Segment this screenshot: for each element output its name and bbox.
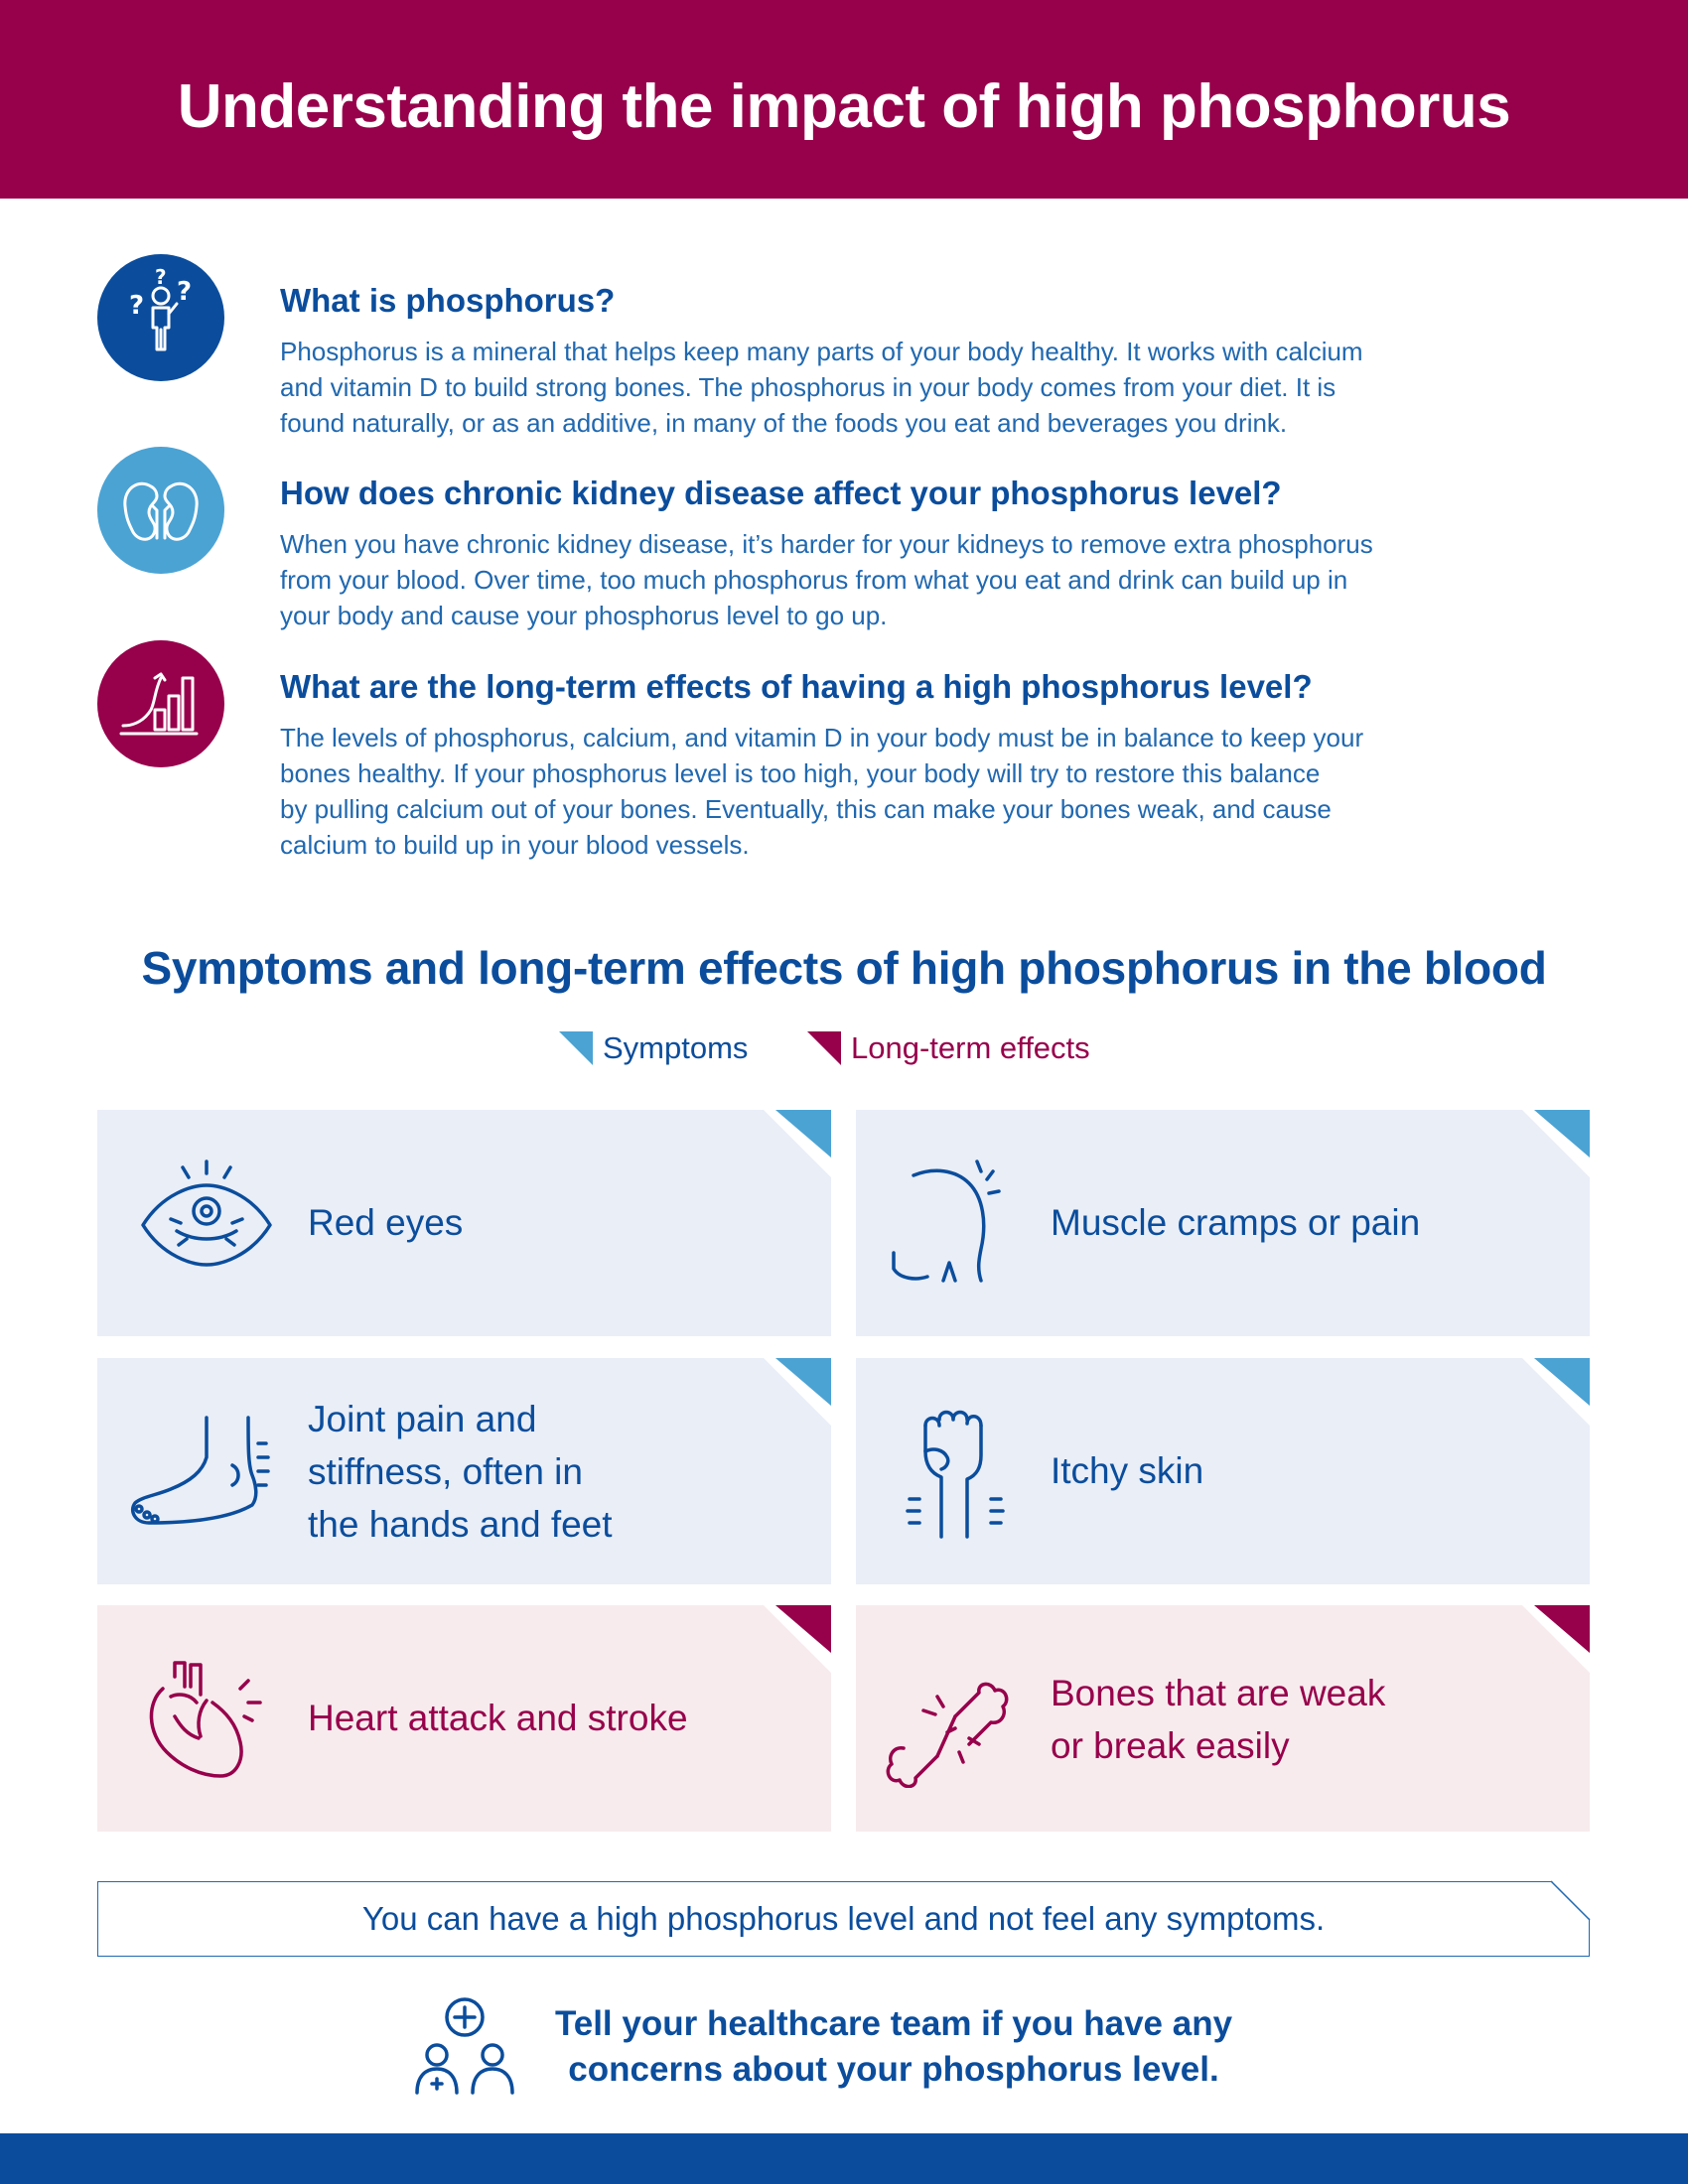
foot-icon [123, 1414, 272, 1543]
effect-corner-marker-icon [1522, 1605, 1590, 1673]
note-text: You can have a high phosphorus level and not feel any symptoms. [361, 1900, 1326, 1937]
card-joint-pain [97, 1358, 831, 1584]
symptom-corner-marker-icon [1522, 1358, 1590, 1426]
card-label: Itchy skin [1051, 1450, 1204, 1491]
broken-bone-icon [884, 1659, 1023, 1788]
card-heart-attack-stroke [97, 1605, 831, 1832]
card-weak-bones [856, 1605, 1590, 1832]
note-box [97, 1881, 1590, 1957]
effect-corner-marker-icon [764, 1605, 831, 1673]
heart-icon [145, 1657, 274, 1786]
itchy-hand-icon [906, 1406, 1005, 1545]
effect-corner-marker-icon [807, 1031, 841, 1065]
rising-chart-icon [97, 640, 224, 767]
qa-body: The levels of phosphorus, calcium, and vitamin D in your body must be in balance to keep your bones healthy. If your phosphorus level is too high, your body will try to restore this balance by pulling calcium out of your bones. Eventually, this can make your bones weak, and cause calcium to build up in your blood vessels. [280, 723, 1364, 860]
qa-body: When you have chronic kidney disease, it’s harder for your kidneys to remove extra phosphorus from your blood. Over time, too much phosphorus from what you eat and drink can build up in your body and cause your phosphorus level to go up. [280, 529, 1373, 630]
svg-text:?: ? [177, 277, 193, 307]
footer-bar [0, 2133, 1688, 2184]
cta-text: Tell your healthcare team if you have any concerns about your phosphorus level. [554, 2004, 1233, 2089]
shoulder-pain-icon [886, 1150, 1025, 1298]
symptom-corner-marker-icon [1522, 1110, 1590, 1177]
card-label: Bones that are weak or break easily [1051, 1673, 1386, 1766]
qa-heading: What is phosphorus? [280, 282, 616, 319]
legend-symptoms-label: Symptoms [603, 1030, 749, 1065]
qa-body: Phosphorus is a mineral that helps keep many parts of your body healthy. It works with calcium and vitamin D to build strong bones. The phosphorus in your body comes from your diet. It is found naturally, or as an additive, in many of the foods you eat and beverages you drink. [280, 337, 1363, 438]
symptom-corner-marker-icon [764, 1110, 831, 1177]
svg-text:?: ? [129, 291, 145, 321]
qa-heading: What are the long-term effects of having a high phosphorus level? [280, 668, 1313, 705]
card-itchy-skin [856, 1358, 1590, 1584]
section-title: Symptoms and long-term effects of high phosphorus in the blood [141, 942, 1547, 994]
qa-heading: How does chronic kidney disease affect your phosphorus level? [280, 475, 1282, 511]
legend-effects [807, 1028, 1090, 1068]
card-label: Muscle cramps or pain [1051, 1202, 1421, 1243]
card-red-eyes [97, 1110, 831, 1336]
eye-icon [137, 1160, 276, 1279]
svg-text:?: ? [155, 265, 167, 289]
legend-effects-label: Long-term effects [851, 1030, 1090, 1065]
healthcare-team-icon [409, 1997, 520, 2097]
card-muscle-cramps [856, 1110, 1590, 1336]
symptom-corner-marker-icon [559, 1031, 593, 1065]
symptom-corner-marker-icon [764, 1358, 831, 1426]
card-label: Red eyes [308, 1202, 464, 1243]
kidneys-icon [97, 447, 224, 574]
page-title: Understanding the impact of high phosphorus [177, 72, 1511, 141]
card-label: Joint pain and stiffness, often in the hands and feet [308, 1399, 613, 1545]
legend-symptoms [559, 1028, 748, 1068]
card-label: Heart attack and stroke [308, 1698, 688, 1738]
person-question-icon [97, 254, 224, 381]
